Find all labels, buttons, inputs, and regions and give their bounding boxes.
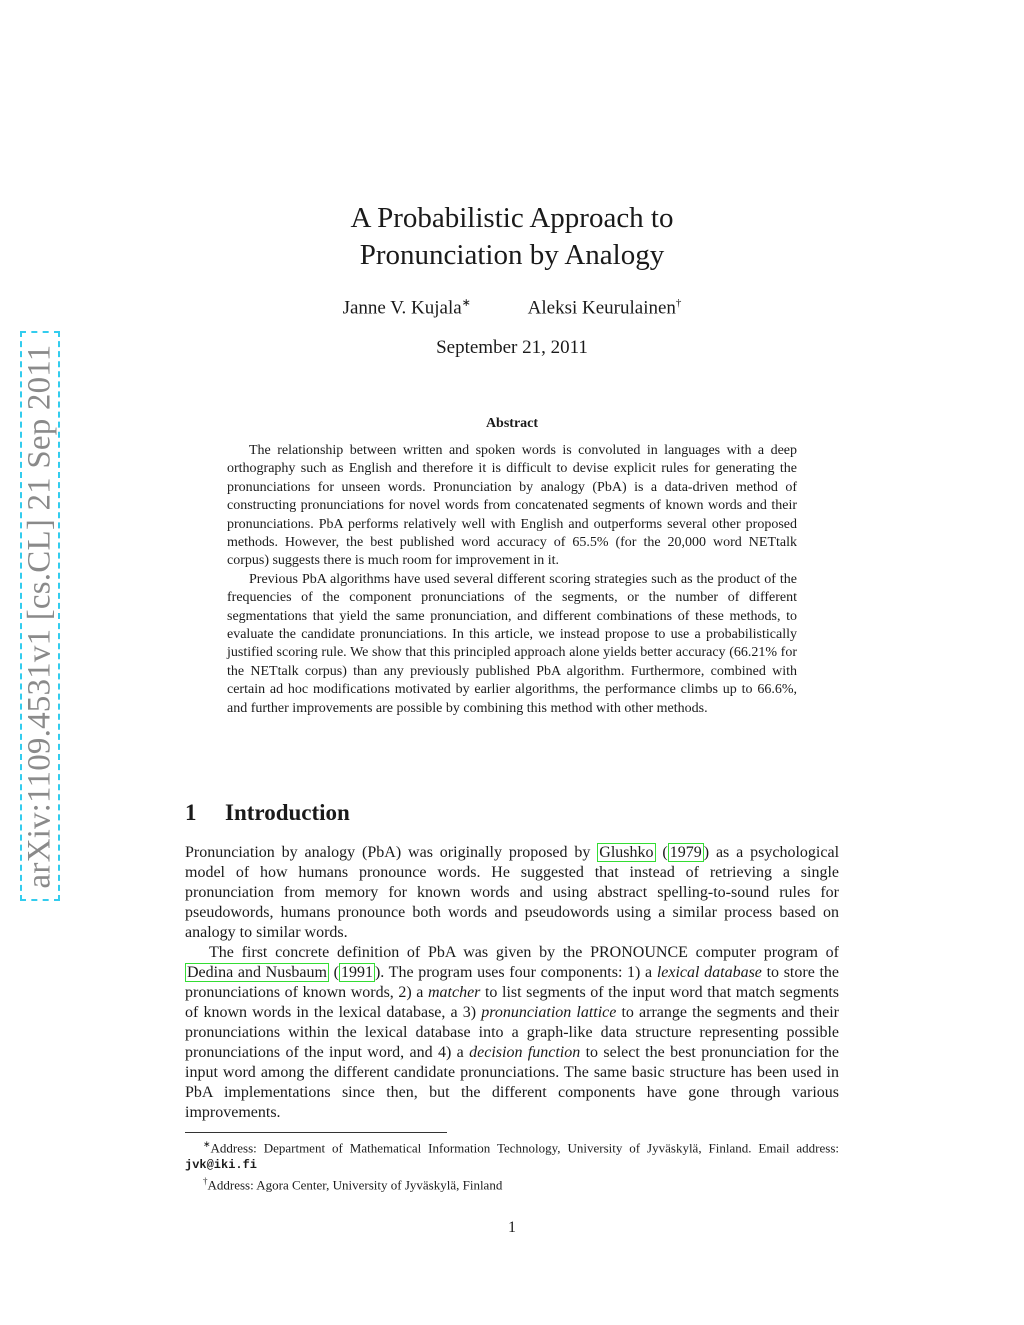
text-span: to arrange the segments and their pronunciations within the lexical database into a graph-like data structure representing possible pronunciations of the input word, and 4) a [185,1004,839,1061]
abstract-body [227,442,797,718]
text-span: ( [328,964,339,981]
text-span: to select the best pronunciation for the input word among the different candidate pronunciations. The same basic structure has been used in PbA implementations since then, but the different components have gone through various improvements. [185,1044,839,1121]
footnote-1 [185,1136,839,1173]
intro-paragraph-1 [185,843,839,943]
footnote-1-text: Address: Department of Mathematical Information Technology, University of Jyväskylä, Finland. Email address: [210,1140,839,1156]
author-list [0,296,1024,319]
text-span: Pronunciation by analogy (PbA) was originally proposed by [185,844,598,861]
abstract-heading: Abstract [485,416,539,431]
section-title: Introduction [225,800,350,825]
page-number: 1 [508,1219,516,1236]
footnote-divider [185,1132,447,1133]
text-span: ) as a psychological model of how humans pronounce words. He suggested that instead of retrieving a single pronunciation from memory for known words and using abstract spelling-to-sound rules for pseudowords, humans pronounce both words and pseudowords using a similar process based on analogy to similar words. [185,844,840,941]
text-span: ). The program uses four components: 1) a [374,964,657,981]
term-lexical-database: lexical database [656,964,762,981]
author-1-mark: ∗ [461,297,471,309]
author-1 [343,296,471,319]
abstract-paragraph-1: The relationship between written and spoken words is convoluted in languages with a deep orthography such as English and therefore it is difficult to devise explicit rules for generating the pronunciations for unseen words. Pronunciation by analogy (PbA) is a data-driven method of constructing pronunciations for novel words from concatenated segments of known words and their pronunciations. PbA performs relatively well with English and outperforms several other proposed methods. However, the best published word accuracy of 65.5% (for the 20,000 word NETtalk corpus) suggests there is much room for improvement in it. [227,443,797,569]
author-2 [528,297,682,319]
title-line-2: Pronunciation by Analogy [359,239,665,271]
footnotes [185,1136,839,1194]
author-2-name: Aleksi Keurulainen [527,297,676,319]
introduction-body [185,843,839,1123]
term-decision-function: decision function [469,1044,581,1061]
paper-title [0,200,1024,274]
term-matcher: matcher [427,984,481,1001]
author-2-mark: † [675,297,682,309]
text-span: The first concrete definition of PbA was given by the PRONOUNCE computer program of [209,944,839,961]
text-span: ( [655,844,668,861]
email-address[interactable]: jvk@iki.fi [185,1158,258,1173]
text-span: to store the pronunciations of known words, 2) a [185,964,840,1001]
intro-paragraph-2 [185,943,839,1123]
footnote-2-text: Address: Agora Center, University of Jyväskylä, Finland [207,1177,503,1193]
footnote-2-mark: † [203,1176,208,1187]
term-pronunciation-lattice: pronunciation lattice [481,1004,617,1021]
section-heading-introduction [185,800,350,826]
citation-link-1979[interactable]: 1979 [669,844,702,861]
title-line-1: A Probabilistic Approach to [350,202,674,234]
arxiv-stamp-text: arXiv:1109.4531v1 [cs.CL] 21 Sep 2011 [21,344,58,888]
paper-date: September 21, 2011 [436,337,588,358]
section-number: 1 [185,800,197,825]
citation-link-1991[interactable]: 1991 [340,964,373,981]
footnote-1-mark: ∗ [203,1139,211,1149]
abstract-paragraph-2: Previous PbA algorithms have used several different scoring strategies such as the product of the frequencies of the component pronunciations of the segments, or the number of different segmentations that yield the same pronunciation, and different combinations of these methods, to evaluate the candidate pronunciations. In this article, we instead propose to use a probabilistically justified scoring rule. We show that this principled approach alone yields better accuracy (66.21% for the NETtalk corpus) than any previously published PbA algorithm. Furthermore, combined with certain ad hoc modifications motivated by earlier algorithms, the performance climbs up to 66.6%, and further improvements are possible by combining this method with other methods. [227,571,797,716]
citation-link-glushko[interactable]: Glushko [599,844,654,861]
author-1-name: Janne V. Kujala [342,297,462,319]
text-span: to list segments of the input word that match segments of known words in the lexical database, a 3) [185,984,839,1021]
citation-link-dedina-nusbaum[interactable]: Dedina and Nusbaum [187,964,327,981]
footnote-2 [185,1173,839,1193]
